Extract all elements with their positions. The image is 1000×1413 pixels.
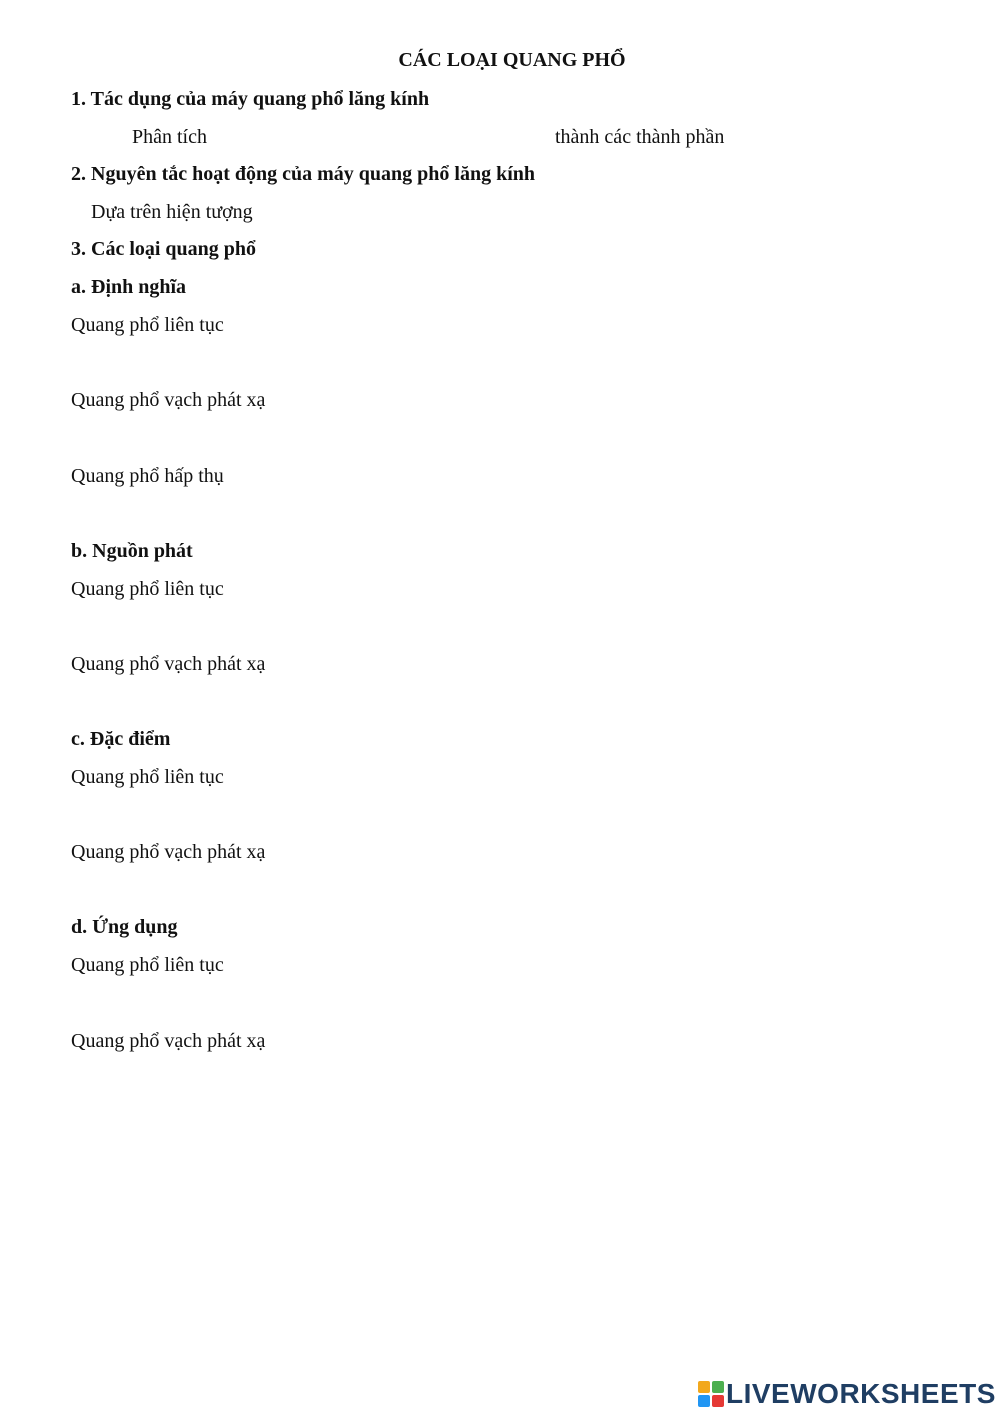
source-item: Quang phổ vạch phát xạ [71, 653, 266, 675]
liveworksheets-brand: LIVEWORKSHEETS [726, 1378, 996, 1409]
section-1-text-right: thành các thành phần [555, 126, 725, 148]
logo-square [712, 1395, 724, 1407]
definition-item: Quang phổ vạch phát xạ [71, 389, 266, 411]
subsection-b-heading: b. Nguồn phát [71, 540, 193, 562]
application-item: Quang phổ liên tục [71, 954, 224, 976]
page-title: CÁC LOẠI QUANG PHỔ [398, 49, 626, 71]
logo-square [698, 1395, 710, 1407]
definition-item: Quang phổ liên tục [71, 314, 224, 336]
feature-item: Quang phổ liên tục [71, 766, 224, 788]
feature-item: Quang phổ vạch phát xạ [71, 841, 266, 863]
subsection-d-heading: d. Ứng dụng [71, 916, 178, 938]
application-item: Quang phổ vạch phát xạ [71, 1030, 266, 1052]
subsection-c-heading: c. Đặc điểm [71, 728, 171, 750]
section-3-heading: 3. Các loại quang phổ [71, 238, 257, 260]
logo-square [698, 1381, 710, 1393]
source-item: Quang phổ liên tục [71, 578, 224, 600]
logo-square [712, 1381, 724, 1393]
section-2-heading: 2. Nguyên tắc hoạt động của máy quang phổ lăng kính [71, 163, 536, 185]
section-1-text-left: Phân tích [132, 126, 207, 148]
section-2-text: Dựa trên hiện tượng [91, 201, 253, 223]
definition-item: Quang phổ hấp thụ [71, 465, 224, 487]
section-1-heading: 1. Tác dụng của máy quang phổ lăng kính [71, 88, 430, 110]
subsection-a-heading: a. Định nghĩa [71, 276, 187, 298]
liveworksheets-logo [698, 1378, 996, 1410]
liveworksheets-logo-icon [698, 1381, 724, 1407]
